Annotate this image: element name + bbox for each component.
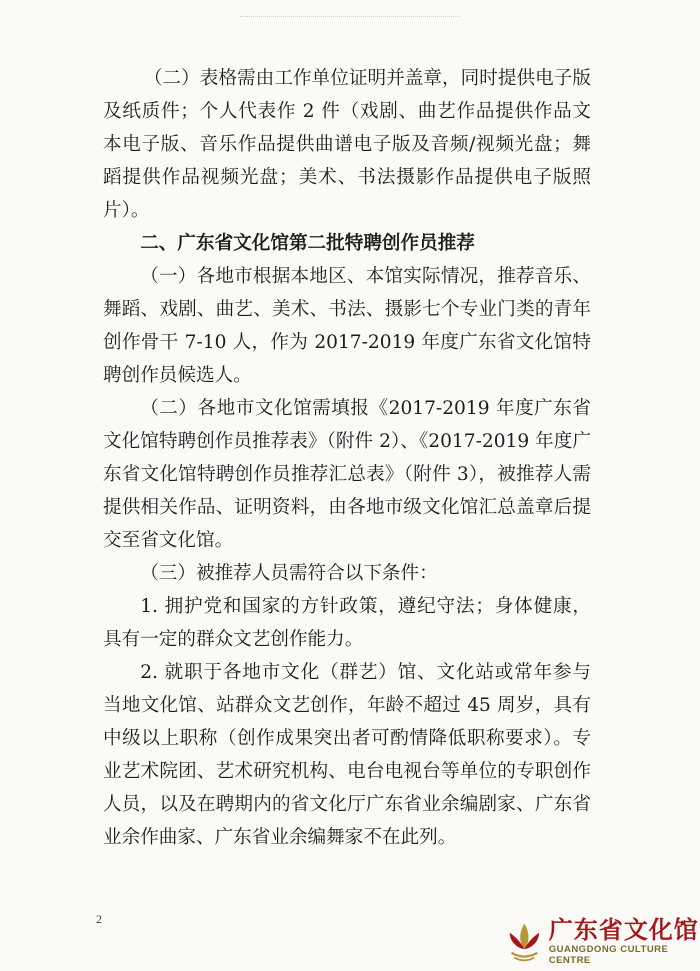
logo-text — [549, 916, 700, 966]
logo-name-en: GUANGDONG CULTURE CENTRE — [548, 943, 669, 966]
condition-item-1: 1. 拥护党和国家的方针政策，遵纪守法；身体健康，具有一定的群众文艺创作能力。 — [103, 596, 591, 650]
paragraph-forms: （二）各地市文化馆需填报《2017-2019 年度广东省文化馆特聘创作员推荐表》（附件 2）、《2017-2019 年度广东省文化馆特聘创作员推荐汇总表》（附件 3），被推荐人需提供相关作品、证明资料，由各地市级文化馆汇总盖章后提交至省文化馆。 — [103, 398, 591, 551]
logo-name-cn: 广东省文化馆 — [548, 915, 699, 944]
paragraph-conditions: （三）被推荐人员需符合以下条件： — [140, 563, 438, 584]
page-number: 2 — [96, 912, 102, 926]
organization-logo — [506, 910, 700, 971]
scan-artifact — [240, 6, 460, 17]
lotus-emblem-icon — [506, 918, 543, 964]
paragraph-materials: （二）表格需由工作单位证明并盖章，同时提供电子版及纸质件；个人代表作 2 件（戏剧、曲艺作品提供作品文本电子版、音乐作品提供曲谱电子版及音频/视频光盘；舞蹈提供作品视频光盘；美术、书法摄影作品提供电子版照片）。 — [103, 68, 591, 221]
condition-item-2: 2. 就职于各地市文化（群艺）馆、文化站或常年参与当地文化馆、站群众文艺创作，年龄不超过 45 周岁，具有中级以上职称（创作成果突出者可酌情降低职称要求）。专业艺术院团、艺术研究机构、电台电视台等单位的专职创作人员，以及在聘期内的省文化厅广东省业余编剧家、广东省业余作曲家、广东省业余编舞家不在此列。 — [103, 662, 591, 848]
section-heading: 二、广东省文化馆第二批特聘创作员推荐 — [140, 233, 475, 254]
paragraph-recommend: （一）各地市根据本地区、本馆实际情况，推荐音乐、舞蹈、戏剧、曲艺、美术、书法、摄影七个专业门类的青年创作骨干 7-10 人，作为 2017-2019 年度广东省文化馆特聘创作员候选人。 — [103, 266, 591, 386]
document-body — [103, 62, 591, 854]
